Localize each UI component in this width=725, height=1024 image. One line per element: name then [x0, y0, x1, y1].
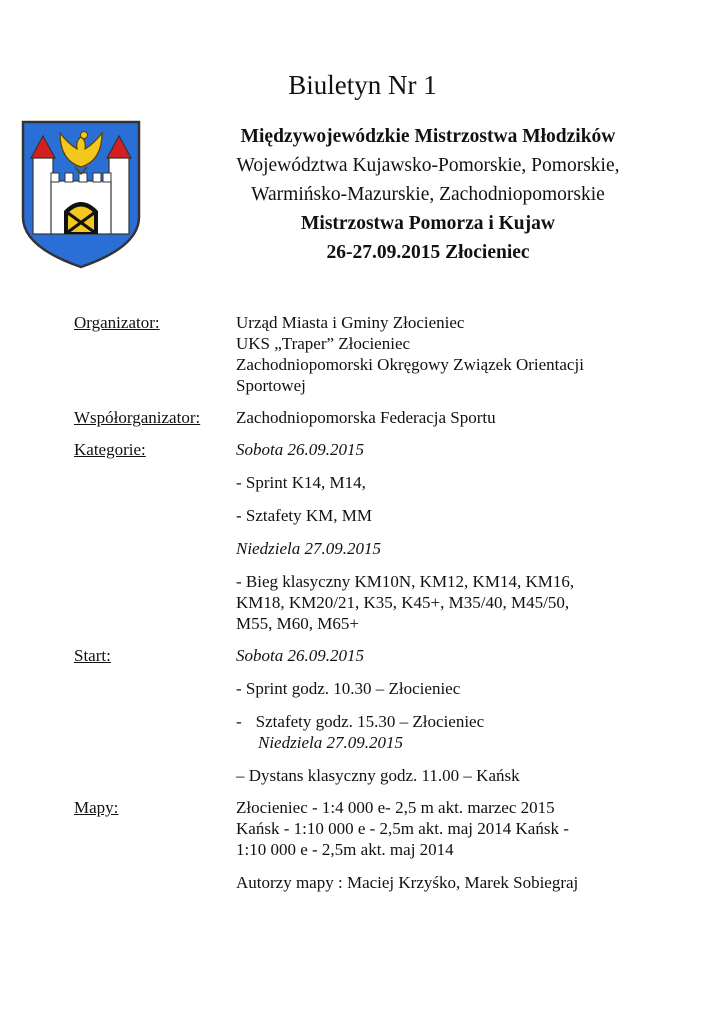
start-day: Niedziela 27.09.2015: [258, 733, 403, 752]
mapy-line: 1:10 000 e - 2,5m akt. maj 2014: [236, 840, 454, 859]
event-header: [150, 122, 706, 267]
mapy-line: Złocieniec - 1:4 000 e- 2,5 m akt. marzec 2015: [236, 798, 555, 817]
organizator-line: Sportowej: [236, 376, 306, 395]
start-day: Sobota 26.09.2015: [236, 646, 364, 665]
start-line: – Dystans klasyczny godz. 11.00 – Kańsk: [236, 766, 520, 785]
start-row: [74, 645, 654, 786]
mapy-authors: Autorzy mapy : Maciej Krzyśko, Marek Sobiegraj: [236, 873, 579, 892]
kategorie-day: Niedziela 27.09.2015: [236, 539, 381, 558]
bulletin-title: Biuletyn Nr 1: [288, 70, 437, 100]
kategorie-label: Kategorie:: [74, 440, 146, 459]
coat-of-arms-icon: [20, 119, 142, 269]
event-championship: Mistrzostwa Pomorza i Kujaw: [301, 213, 555, 234]
organizator-line: Zachodniopomorski Okręgowy Związek Orientacji: [236, 355, 584, 374]
mapy-line: Kańsk - 1:10 000 e - 2,5m akt. maj 2014 Kańsk -: [236, 819, 569, 838]
mapy-row: [74, 797, 654, 893]
kategorie-line: KM18, KM20/21, K35, K45+, M35/40, M45/50,: [236, 593, 570, 612]
event-date-place: 26-27.09.2015 Złocieniec: [326, 242, 530, 263]
start-line: [236, 711, 654, 732]
organizator-line: Urząd Miasta i Gminy Złocieniec: [236, 313, 465, 332]
organizator-row: [74, 312, 654, 396]
wspolorganizator-line: Zachodniopomorska Federacja Sportu: [236, 408, 496, 427]
kategorie-line: - Sprint K14, M14,: [236, 473, 366, 492]
event-regions-2: Warmińsko-Mazurskie, Zachodniopomorskie: [251, 184, 605, 205]
event-name: Międzywojewódzkie Mistrzostwa Młodzików: [240, 126, 616, 147]
start-dash: -: [236, 712, 242, 731]
start-label: Start:: [74, 646, 111, 665]
wspolorganizator-row: [74, 407, 654, 428]
organizator-line: UKS „Traper” Złocieniec: [236, 334, 411, 353]
kategorie-row: [74, 439, 654, 634]
bulletin-body: [74, 312, 654, 893]
mapy-label: Mapy:: [74, 798, 119, 817]
kategorie-line: - Bieg klasyczny KM10N, KM12, KM14, KM16,: [236, 572, 575, 591]
organizator-label: Organizator:: [74, 313, 160, 332]
kategorie-line: - Sztafety KM, MM: [236, 506, 372, 525]
start-line: - Sprint godz. 10.30 – Złocieniec: [236, 679, 461, 698]
start-sztafety: Sztafety godz. 15.30 – Złocieniec: [255, 712, 485, 731]
kategorie-day: Sobota 26.09.2015: [236, 440, 364, 459]
wspolorganizator-label: Współorganizator:: [74, 408, 201, 427]
kategorie-line: M55, M60, M65+: [236, 614, 359, 633]
event-regions-1: Województwa Kujawsko-Pomorskie, Pomorskie,: [236, 155, 620, 176]
